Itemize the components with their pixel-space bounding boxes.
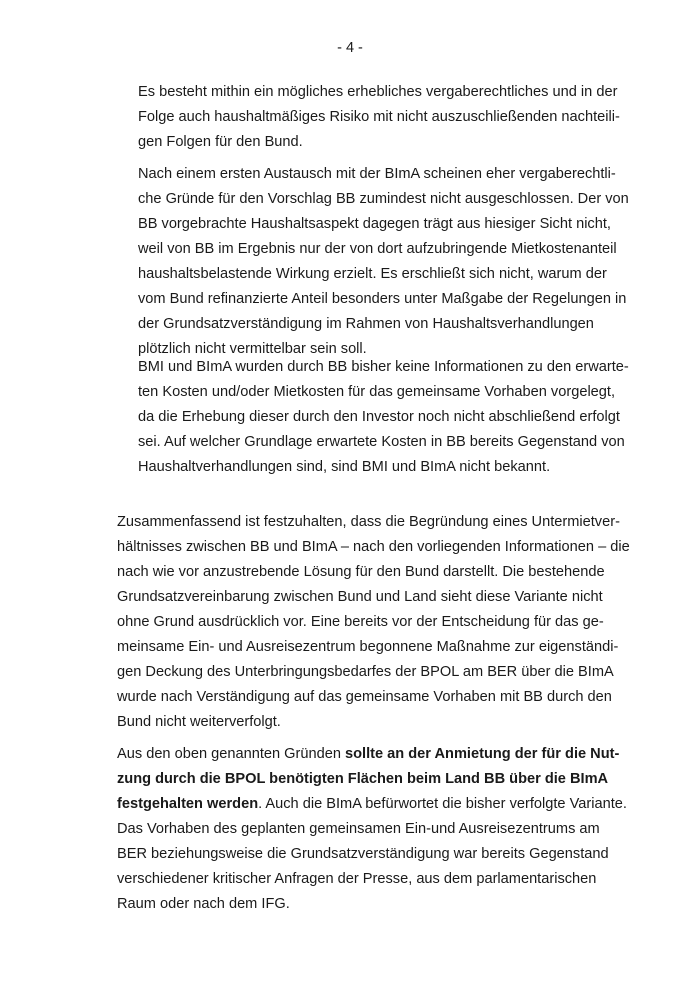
text-line [117,769,608,789]
text-line: Haushaltverhandlungen sind, sind BMI und BImA nicht bekannt. [138,459,551,475]
text-line: che Gründe für den Vorschlag BB zumindest nicht ausgeschlossen. Der von [138,191,629,207]
text-line: Folge auch haushaltmäßiges Risiko mit nicht auszuschließenden nachteili- [138,109,620,125]
text-line: ohne Grund ausdrücklich vor. Eine bereits vor der Entscheidung für das ge- [117,614,604,630]
text-line: sei. Auf welcher Grundlage erwartete Kosten in BB bereits Gegenstand von [138,434,625,450]
text-bold: sollte an der Anmietung der für die Nut- [345,746,620,762]
text-normal: Aus den oben genannten Gründen [117,746,346,762]
text-line: BB vorgebrachte Haushaltsaspekt dagegen trägt aus hiesiger Sicht nicht, [138,216,611,232]
text-bold: zung durch die BPOL benötigten Flächen beim Land BB über die BImA [117,771,609,787]
text-line: wurde nach Verständigung auf das gemeinsame Vorhaben mit BB durch den [117,689,612,705]
text-line: der Grundsatzverständigung im Rahmen von Haushaltsverhandlungen [138,316,594,332]
text-line [117,794,627,814]
text-line: BMI und BImA wurden durch BB bisher keine Informationen zu den erwarte- [138,359,629,375]
text-line: Bund nicht weiterverfolgt. [117,714,281,730]
text-line: plötzlich nicht vermittelbar sein soll. [138,341,367,357]
text-normal: . Auch die BImA befürwortet die bisher verfolgte Variante. [258,796,627,812]
text-line: Raum oder nach dem IFG. [117,896,290,912]
text-line: Es besteht mithin ein mögliches erhebliches vergaberechtliches und in der [138,84,618,100]
text-line: verschiedener kritischer Anfragen der Presse, aus dem parlamentarischen [117,871,597,887]
text-line: meinsame Ein- und Ausreisezentrum begonnene Maßnahme zur eigenständi- [117,639,619,655]
text-bold: festgehalten werden [117,796,259,812]
page-number: - 4 - [337,40,363,56]
text-line: hältnisses zwischen BB und BImA – nach den vorliegenden Informationen – die [117,539,630,555]
text-line: da die Erhebung dieser durch den Investor noch nicht abschließend erfolgt [138,409,620,425]
text-line: Nach einem ersten Austausch mit der BImA scheinen eher vergaberechtli- [138,166,616,182]
text-line: nach wie vor anzustrebende Lösung für den Bund darstellt. Die bestehende [117,564,605,580]
text-line: Das Vorhaben des geplanten gemeinsamen Ein-und Ausreisezentrums am [117,821,600,837]
text-line: BER beziehungsweise die Grundsatzverständigung war bereits Gegenstand [117,846,609,862]
text-line: gen Folgen für den Bund. [138,134,303,150]
text-line: Zusammenfassend ist festzuhalten, dass die Begründung eines Untermietver- [117,514,620,530]
text-line: weil von BB im Ergebnis nur der von dort aufzubringende Mietkostenanteil [138,241,617,257]
text-line: ten Kosten und/oder Mietkosten für das gemeinsame Vorhaben vorgelegt, [138,384,616,400]
text-line: vom Bund refinanzierte Anteil besonders unter Maßgabe der Regelungen in [138,291,627,307]
text-line [117,744,619,764]
text-line: haushaltsbelastende Wirkung erzielt. Es erschließt sich nicht, warum der [138,266,607,282]
text-line: Grundsatzvereinbarung zwischen Bund und Land sieht diese Variante nicht [117,589,603,605]
text-line: gen Deckung des Unterbringungsbedarfes der BPOL am BER über die BImA [117,664,614,680]
